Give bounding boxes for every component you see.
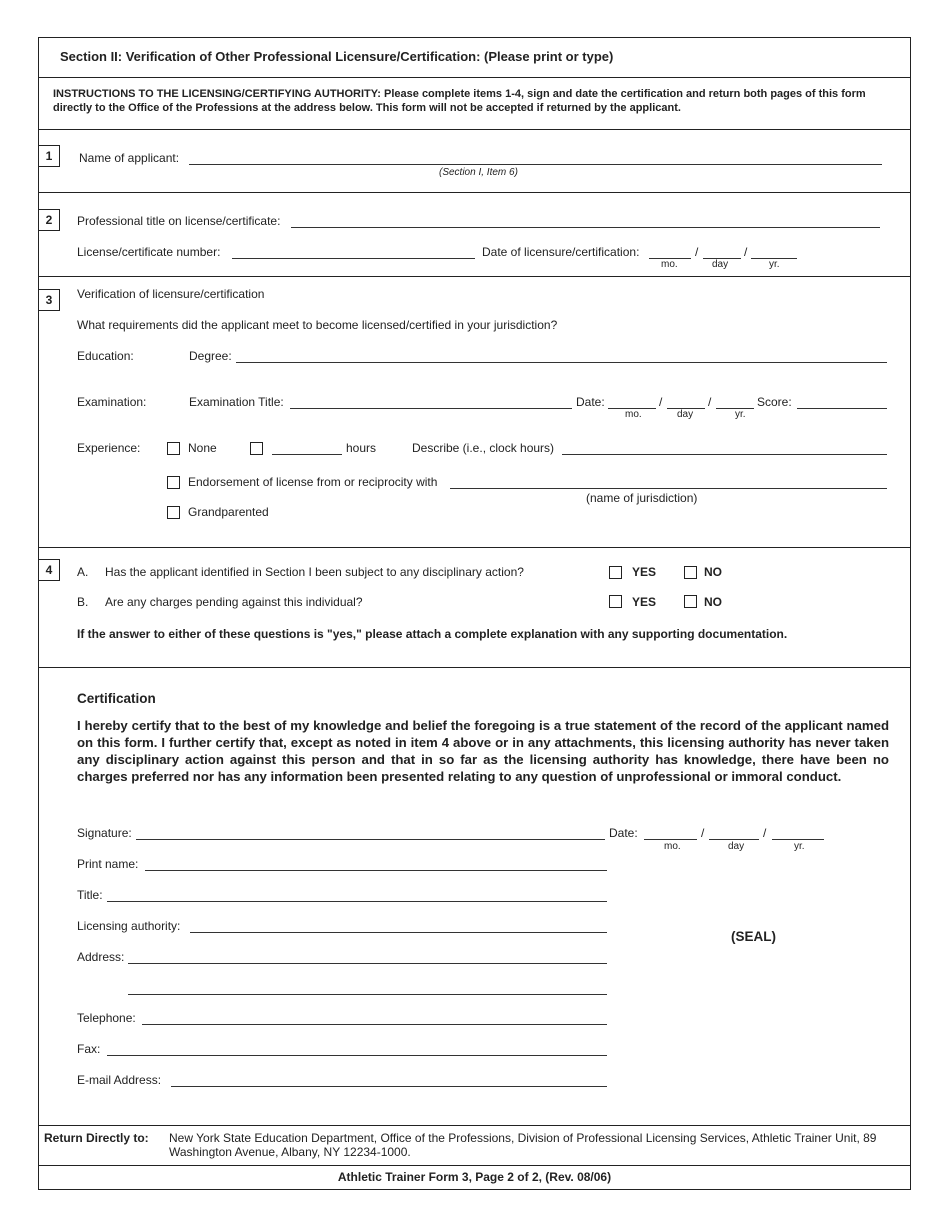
form-id: Athletic Trainer Form 3, Page 2 of 2, (Rev. 08/06)	[337, 1170, 612, 1184]
none-label: None	[188, 441, 217, 455]
address-field-line-1[interactable]	[128, 963, 607, 964]
grandparented-checkbox[interactable]	[167, 506, 180, 519]
applicant-name-note: (Section I, Item 6)	[439, 167, 518, 178]
degree-field[interactable]	[236, 362, 887, 363]
hours-label: hours	[346, 441, 377, 455]
question-a-yes-checkbox[interactable]	[609, 566, 622, 579]
question-b-yes-checkbox[interactable]	[609, 595, 622, 608]
day-caption: day	[712, 259, 729, 270]
grandparented-label: Grandparented	[188, 505, 269, 519]
signature-date-month-field[interactable]	[644, 839, 697, 840]
form-frame	[38, 37, 911, 1190]
divider	[39, 276, 910, 277]
exam-title-label: Examination Title:	[189, 395, 284, 409]
no-label: NO	[704, 595, 722, 609]
year-caption: yr.	[735, 409, 746, 420]
licensing-authority-label: Licensing authority:	[77, 919, 181, 933]
day-caption: day	[677, 409, 694, 420]
describe-label: Describe (i.e., clock hours)	[412, 441, 555, 455]
email-label: E-mail Address:	[77, 1073, 162, 1087]
seal-placeholder: (SEAL)	[731, 929, 776, 944]
telephone-field[interactable]	[142, 1024, 607, 1025]
year-caption: yr.	[794, 841, 805, 852]
instructions: INSTRUCTIONS TO THE LICENSING/CERTIFYING AUTHORITY: Please complete items 1-4, sign and date the certification and return both pages of this form directly to the Office of the Professions at the address below. This form will not be accepted if returned by the applicant.	[53, 88, 866, 114]
score-field[interactable]	[797, 408, 887, 409]
endorsement-checkbox[interactable]	[167, 476, 180, 489]
examination-label: Examination:	[77, 395, 147, 409]
divider	[39, 77, 910, 78]
professional-title-label: Professional title on license/certificate:	[77, 214, 281, 228]
signature-date-day-field[interactable]	[709, 839, 759, 840]
divider	[39, 1165, 910, 1166]
yes-label: YES	[632, 595, 657, 609]
endorsement-label: Endorsement of license from or reciprocity with	[188, 475, 438, 489]
item-number-2: 2	[38, 209, 60, 231]
month-caption: mo.	[661, 259, 678, 270]
experience-none-checkbox[interactable]	[167, 442, 180, 455]
print-name-field[interactable]	[145, 870, 607, 871]
item4-note: If the answer to either of these questions is "yes," please attach a complete explanation with any supporting documentation.	[77, 627, 788, 641]
day-caption: day	[728, 841, 745, 852]
print-name-label: Print name:	[77, 857, 139, 871]
verification-heading: Verification of licensure/certification	[77, 287, 265, 301]
divider	[39, 547, 910, 548]
date-separator: /	[744, 245, 748, 259]
return-label: Return Directly to:	[44, 1131, 149, 1145]
describe-field[interactable]	[562, 454, 887, 455]
title-label: Title:	[77, 888, 103, 902]
license-number-field[interactable]	[232, 258, 475, 259]
item-number-3: 3	[38, 289, 60, 311]
experience-label: Experience:	[77, 441, 141, 455]
year-caption: yr.	[769, 259, 780, 270]
fax-label: Fax:	[77, 1042, 101, 1056]
degree-label: Degree:	[189, 349, 232, 363]
email-field[interactable]	[171, 1086, 607, 1087]
hours-field[interactable]	[272, 454, 342, 455]
requirements-question: What requirements did the applicant meet to become licensed/certified in your jurisdiction?	[77, 318, 558, 332]
licensure-date-label: Date of licensure/certification:	[482, 245, 640, 259]
certification-heading: Certification	[77, 691, 156, 706]
applicant-name-label: Name of applicant:	[79, 151, 180, 165]
question-a-no-checkbox[interactable]	[684, 566, 697, 579]
signature-date-year-field[interactable]	[772, 839, 824, 840]
question-b-text: Are any charges pending against this individual?	[105, 595, 363, 609]
date-separator: /	[708, 395, 712, 409]
signature-label: Signature:	[77, 826, 132, 840]
no-label: NO	[704, 565, 722, 579]
jurisdiction-field[interactable]	[450, 488, 887, 489]
experience-hours-checkbox[interactable]	[250, 442, 263, 455]
telephone-label: Telephone:	[77, 1011, 136, 1025]
question-a-letter: A.	[77, 565, 89, 579]
fax-field[interactable]	[107, 1055, 607, 1056]
divider	[39, 129, 910, 130]
return-address: New York State Education Department, Office of the Professions, Division of Professional Licensing Services, Athletic Trainer Unit, 89 Washington Avenue, Albany, NY 12234-1000.	[169, 1131, 877, 1159]
date-separator: /	[659, 395, 663, 409]
exam-title-field[interactable]	[290, 408, 572, 409]
section-title: Section II: Verification of Other Professional Licensure/Certification: (Please print or type)	[60, 49, 614, 64]
question-a-text: Has the applicant identified in Section I been subject to any disciplinary action?	[105, 565, 524, 579]
address-label: Address:	[77, 950, 125, 964]
exam-date-label: Date:	[576, 395, 605, 409]
date-separator: /	[763, 826, 767, 840]
yes-label: YES	[632, 565, 657, 579]
divider	[39, 192, 910, 193]
month-caption: mo.	[625, 409, 642, 420]
question-b-no-checkbox[interactable]	[684, 595, 697, 608]
signature-field[interactable]	[136, 839, 605, 840]
date-separator: /	[695, 245, 699, 259]
address-field-line-2[interactable]	[128, 994, 607, 995]
license-number-label: License/certificate number:	[77, 245, 221, 259]
signature-date-label: Date:	[609, 826, 638, 840]
title-field[interactable]	[107, 901, 607, 902]
professional-title-field[interactable]	[291, 227, 880, 228]
month-caption: mo.	[664, 841, 681, 852]
item-number-1: 1	[38, 145, 60, 167]
date-separator: /	[701, 826, 705, 840]
divider	[39, 667, 910, 668]
education-label: Education:	[77, 349, 134, 363]
divider	[39, 1125, 910, 1126]
licensing-authority-field[interactable]	[190, 932, 607, 933]
applicant-name-field[interactable]	[189, 164, 882, 165]
jurisdiction-note: (name of jurisdiction)	[586, 491, 698, 505]
item-number-4: 4	[38, 559, 60, 581]
score-label: Score:	[757, 395, 792, 409]
question-b-letter: B.	[77, 595, 89, 609]
certification-text: I hereby certify that to the best of my knowledge and belief the foregoing is a true statement of the record of the applicant named on this form. I further certify that, except as noted in item 4 above or in any attachments, this licensing authority has never taken any disciplinary action against this person and that in so far as the licensing authority has knowledge, there have been no charges preferred nor has any information been presented relating to any question of unprofessional or immoral conduct.	[77, 718, 889, 784]
